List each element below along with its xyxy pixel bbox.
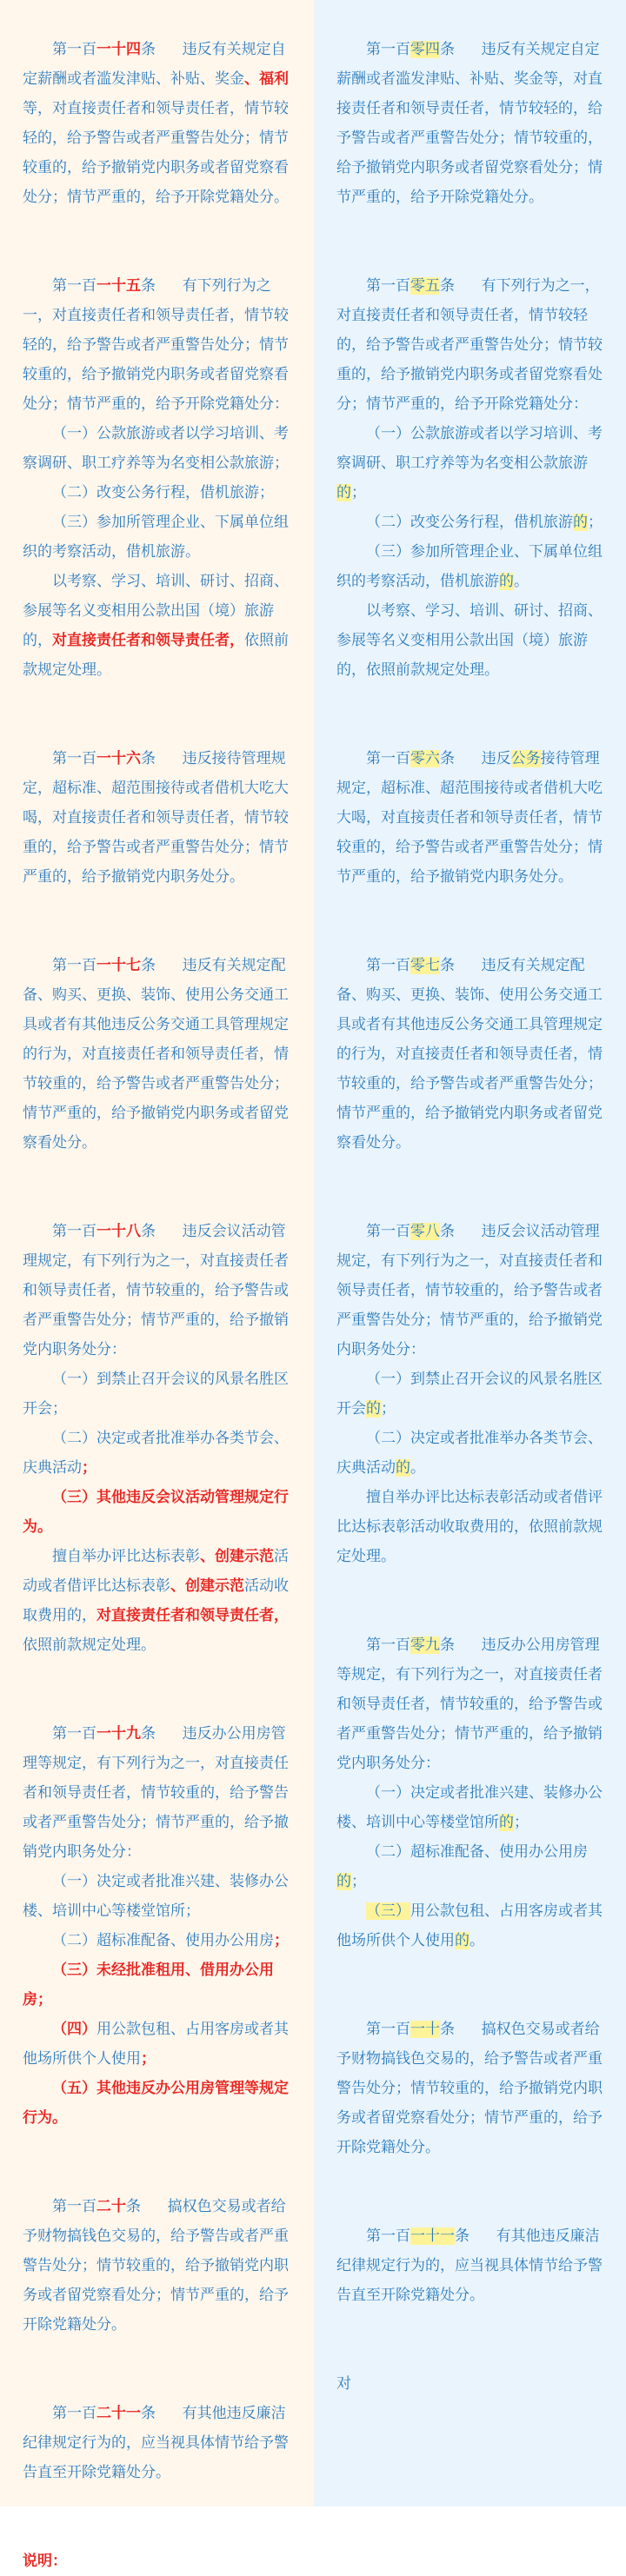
- article-number: 一十八: [97, 1223, 141, 1240]
- text-segment: （一）到禁止召开会议的风景名胜区开会；: [23, 1371, 289, 1417]
- article-number: 二十一: [97, 2405, 141, 2422]
- added-text-segment: 对直接责任者和领导责任者，: [52, 632, 244, 649]
- text-segment: （二）决定或者批准举办各类节会、庆典活动: [23, 1430, 289, 1477]
- article-paragraph: [23, 1926, 291, 1955]
- column-tail-text: 对: [336, 2375, 351, 2393]
- text-segment: 以考察、学习、培训、研讨、招商、参展等名义变相用公款出国（境）旅游的，依照前款规定处理。: [336, 602, 603, 679]
- article-number: 一十七: [97, 957, 141, 974]
- text-segment: （二）改变公务行程，借机旅游: [366, 514, 573, 531]
- article-paragraph: [23, 1542, 291, 1660]
- text-segment: ；: [351, 1873, 366, 1890]
- article-number: 一十: [410, 2021, 440, 2038]
- changed-text-segment: 的: [396, 1459, 410, 1477]
- article-title-suffix: 条: [440, 1637, 455, 1654]
- article-first-paragraph: [336, 1630, 603, 1778]
- article-title-prefix: 第一百: [366, 277, 410, 295]
- text-segment: 活动收取费用的，: [23, 1577, 289, 1624]
- article-first-paragraph: [23, 1719, 291, 1867]
- text-segment: 擅自举办评比达标表彰活动或者借评比达标表彰活动收取费用的，依照前款规定处理。: [336, 1489, 603, 1565]
- article-first-paragraph: [23, 2192, 291, 2340]
- text-segment: ；: [381, 1400, 396, 1417]
- text-segment: 违反办公用房管理等规定，有下列行为之一，对直接责任者和领导责任者，情节较重的，给予警告或者严重警告处分；情节严重的，给予撤销党内职务处分：: [23, 1725, 289, 1861]
- text-segment: ；: [514, 1814, 529, 1831]
- article-title-suffix: 条: [141, 41, 156, 58]
- article: [23, 1217, 291, 1660]
- article: [23, 951, 291, 1158]
- text-segment: 违反办公用房管理等规定，有下列行为之一，对直接责任者和领导责任者，情节较重的，给予警告或者严重警告处分；情节严重的，给予撤销党内职务处分：: [336, 1637, 603, 1772]
- article-title-prefix: 第一百: [52, 2405, 97, 2422]
- article-paragraph: [23, 1955, 291, 2015]
- article-title-suffix: 条: [440, 277, 455, 295]
- article-paragraph: [336, 419, 603, 508]
- article-paragraph: [23, 1867, 291, 1926]
- article: [23, 271, 291, 685]
- article-first-paragraph: [336, 2015, 603, 2162]
- article-first-paragraph: [336, 2221, 603, 2310]
- text-segment: （三）参加所管理企业、下属单位组织的考察活动，借机旅游。: [23, 514, 289, 561]
- article: [23, 2399, 291, 2487]
- text-segment: （二）超标准配备、使用办公用房: [52, 1932, 274, 1949]
- article: [336, 2221, 603, 2310]
- article-first-paragraph: [23, 1217, 291, 1364]
- text-segment: 搞权色交易或者给予财物搞钱色交易的，给予警告或者严重警告处分；情节较重的，给予撤销党内职务或者留党察看处分；情节严重的，给予开除党籍处分。: [23, 2198, 289, 2334]
- article-number: 一十一: [410, 2227, 455, 2245]
- text-segment: 用公款包租、占用客房或者其他场所供个人使用: [336, 1902, 603, 1949]
- article-number: 零四: [410, 41, 440, 58]
- article-paragraph: [336, 1837, 603, 1896]
- added-text-segment: ；: [141, 2050, 156, 2068]
- added-text-segment: ；: [82, 1459, 97, 1477]
- text-segment: 依照前款规定处理。: [23, 1637, 156, 1654]
- article-number: 一十九: [97, 1725, 141, 1743]
- article-first-paragraph: [23, 35, 291, 212]
- article-number: 一十五: [97, 277, 141, 295]
- text-segment: 依照前款规定处理。: [23, 632, 289, 679]
- article-paragraph: [336, 1364, 603, 1424]
- text-segment: （一）到禁止召开会议的风景名胜区开会: [336, 1371, 603, 1417]
- article-paragraph: [23, 2015, 291, 2074]
- added-text-segment: （四）: [52, 2021, 97, 2038]
- article-title-prefix: 第一百: [366, 1637, 410, 1654]
- article: [23, 2192, 291, 2340]
- article-title-prefix: 第一百: [52, 750, 97, 767]
- article-paragraph: [336, 596, 603, 685]
- article: [23, 35, 291, 212]
- added-text-segment: 、创建示范: [200, 1548, 274, 1565]
- article-number: 零九: [410, 1637, 440, 1654]
- text-segment: 违反会议活动管理规定，有下列行为之一，对直接责任者和领导责任者，情节较重的，给予警告或者严重警告处分；情节严重的，给予撤销党内职务处分：: [23, 1223, 289, 1358]
- article-title-suffix: 条: [141, 750, 156, 767]
- article-paragraph: [23, 1364, 291, 1424]
- article-first-paragraph: [23, 951, 291, 1158]
- changed-text-segment: 的: [499, 573, 514, 590]
- text-segment: ；: [588, 514, 603, 531]
- article-first-paragraph: [23, 271, 291, 419]
- text-segment: （一）公款旅游或者以学习培训、考察调研、职工疗养等为名变相公款旅游；: [23, 425, 289, 472]
- article: [336, 951, 603, 1158]
- article: [336, 1217, 603, 1571]
- added-text-segment: 、创建示范: [170, 1577, 244, 1595]
- text-segment: （二）改变公务行程，借机旅游；: [52, 484, 274, 501]
- right-column-original: [314, 0, 626, 2506]
- article: [336, 271, 603, 685]
- article-title-suffix: 条: [126, 2198, 141, 2215]
- changed-text-segment: 公务: [510, 750, 541, 767]
- article-title-prefix: 第一百: [366, 41, 410, 58]
- text-segment: （二）决定或者批准举办各类节会、庆典活动: [336, 1430, 603, 1477]
- article: [23, 744, 291, 892]
- text-segment: 有下列行为之一，对直接责任者和领导责任者，情节较轻的，给予警告或者严重警告处分；情节较重的，给予撤销党内职务或者留党察看处分；情节严重的，给予开除党籍处分：: [23, 277, 289, 413]
- text-segment: 擅自举办评比达标表彰: [52, 1548, 200, 1565]
- article-title-prefix: 第一百: [52, 1725, 97, 1743]
- article-first-paragraph: [336, 744, 603, 892]
- article-title-prefix: 第一百: [52, 1223, 97, 1240]
- text-segment: 违反有关规定配备、购买、更换、装饰、使用公务交通工具或者有其他违反公务交通工具管理规定的行为，对直接责任者和领导责任者，情节较重的，给予警告或者严重警告处分；情节严重的，给予撤销党内职务或者留党察看处分。: [23, 957, 289, 1152]
- text-segment: 违反: [481, 750, 511, 767]
- article-paragraph: [23, 508, 291, 567]
- article: [336, 744, 603, 892]
- article: [336, 1630, 603, 1955]
- article: [23, 1719, 291, 2133]
- article-title-suffix: 条: [141, 277, 156, 295]
- article-paragraph: [336, 1424, 603, 1483]
- changed-text-segment: 的: [499, 1814, 514, 1831]
- changed-text-segment: （三）: [366, 1902, 410, 1920]
- article-title-prefix: 第一百: [366, 957, 410, 974]
- changed-text-segment: 的: [366, 1400, 381, 1417]
- added-text-segment: ；: [274, 1932, 289, 1949]
- article-title-prefix: 第一百: [366, 2021, 410, 2038]
- text-segment: 违反会议活动管理规定，有下列行为之一，对直接责任者和领导责任者，情节较重的，给予警告或者严重警告处分；情节严重的，给予撤销党内职务处分：: [336, 1223, 603, 1358]
- added-text-segment: 对直接责任者和领导责任者，: [97, 1607, 289, 1624]
- article-title-prefix: 第一百: [366, 1223, 410, 1240]
- article-number: 零五: [410, 277, 440, 295]
- article-title-prefix: 第一百: [366, 2227, 410, 2245]
- text-segment: ；: [351, 484, 366, 501]
- article-title-suffix: 条: [141, 1223, 156, 1240]
- text-segment: 。: [514, 573, 529, 590]
- article-paragraph: [23, 1424, 291, 1483]
- changed-text-segment: 的: [455, 1932, 470, 1949]
- article-title-suffix: 条: [440, 1223, 455, 1240]
- article-title-suffix: 条: [141, 957, 156, 974]
- article-title-prefix: 第一百: [52, 2198, 97, 2215]
- article: [336, 35, 603, 212]
- text-segment: 搞权色交易或者给予财物搞钱色交易的，给予警告或者严重警告处分；情节较重的，给予撤销党内职务或者留党察看处分；情节严重的，给予开除党籍处分。: [336, 2021, 603, 2156]
- added-text-segment: （三）其他违反会议活动管理规定行为。: [23, 1489, 289, 1536]
- article: [336, 2015, 603, 2162]
- article-paragraph: [336, 1896, 603, 1955]
- article-paragraph: [23, 567, 291, 685]
- article-first-paragraph: [336, 951, 603, 1158]
- text-segment: （三）参加所管理企业、下属单位组织的考察活动，借机旅游: [336, 543, 603, 590]
- text-segment: （二）超标准配备、使用办公用房: [366, 1843, 588, 1861]
- text-segment: （一）决定或者批准兴建、装修办公楼、培训中心等楼堂馆所: [336, 1784, 603, 1831]
- article-paragraph: [23, 419, 291, 478]
- article-first-paragraph: [336, 271, 603, 419]
- text-segment: 有其他违反廉洁纪律规定行为的，应当视具体情节给予警告直至开除党籍处分。: [23, 2405, 289, 2481]
- article-paragraph: [23, 1483, 291, 1542]
- changed-text-segment: 的: [336, 1873, 351, 1890]
- article-title-prefix: 第一百: [366, 750, 410, 767]
- added-text-segment: （三）未经批准租用、借用办公用房；: [23, 1962, 274, 2008]
- article-first-paragraph: [336, 1217, 603, 1364]
- changed-text-segment: 的: [336, 484, 351, 501]
- article-title-suffix: 条: [440, 41, 455, 58]
- changed-text-segment: 的: [573, 514, 588, 531]
- article-title-suffix: 条: [440, 750, 455, 767]
- article-number: 二十: [97, 2198, 126, 2215]
- article-title-prefix: 第一百: [52, 957, 97, 974]
- article-number: 零八: [410, 1223, 440, 1240]
- article-title-prefix: 第一百: [52, 41, 97, 58]
- article-title-suffix: 条: [141, 2405, 156, 2422]
- article-first-paragraph: [23, 2399, 291, 2487]
- article-paragraph: [23, 478, 291, 508]
- article-first-paragraph: [23, 744, 291, 892]
- added-text-segment: （五）其他违反办公用房管理等规定行为。: [23, 2080, 289, 2127]
- article-title-suffix: 条: [440, 957, 455, 974]
- text-segment: 有其他违反廉洁纪律规定行为的，应当视具体情节给予警告直至开除党籍处分。: [336, 2227, 603, 2304]
- added-text-segment: 、福利: [244, 70, 289, 88]
- text-segment: 活动或者借评比达标表彰: [23, 1548, 289, 1595]
- text-segment: 以考察、学习、培训、研讨、招商、参展等名义变相用公款出国（境）旅游的，: [23, 573, 289, 649]
- text-segment: 用公款包租、占用客房或者其他场所供个人使用: [23, 2021, 289, 2068]
- article-paragraph: [336, 508, 603, 537]
- text-segment: 违反有关规定配备、购买、更换、装饰、使用公务交通工具或者有其他违反公务交通工具管理规定的行为，对直接责任者和领导责任者，情节较重的，给予警告或者严重警告处分；情节严重的，给予撤销党内职务或者留党察看处分。: [336, 957, 603, 1152]
- article-number: 一十六: [97, 750, 141, 767]
- text-segment: （一）公款旅游或者以学习培训、考察调研、职工疗养等为名变相公款旅游: [336, 425, 603, 472]
- article-title-suffix: 条: [141, 1725, 156, 1743]
- text-segment: 。: [470, 1932, 484, 1949]
- article-first-paragraph: [336, 35, 603, 212]
- text-segment: 等，对直接责任者和领导责任者，情节较轻的，给予警告或者严重警告处分；情节较重的，给予撤销党内职务或者留党察看处分；情节严重的，给予开除党籍处分。: [23, 100, 289, 206]
- article-title-suffix: 条: [440, 2021, 455, 2038]
- text-segment: 有下列行为之一，对直接责任者和领导责任者，情节较轻的，给予警告或者严重警告处分；情节较重的，给予撤销党内职务或者留党察看处分；情节严重的，给予开除党籍处分：: [336, 277, 603, 413]
- text-segment: 。: [410, 1459, 425, 1477]
- article-paragraph: [336, 1483, 603, 1571]
- text-segment: 接待管理规定，超标准、超范围接待或者借机大吃大喝，对直接责任者和领导责任者，情节较重的，给予警告或者严重警告处分；情节严重的，给予撤销党内职务处分。: [336, 750, 603, 886]
- text-segment: 违反有关规定自定薪酬或者滥发津贴、补贴、奖金等，对直接责任者和领导责任者，情节较轻的，给予警告或者严重警告处分；情节较重的，给予撤销党内职务或者留党察看处分；情节严重的，给予开除党籍处分。: [336, 41, 603, 206]
- article-title-suffix: 条: [455, 2227, 470, 2245]
- article-paragraph: [336, 1778, 603, 1837]
- article-number: 零六: [410, 750, 440, 767]
- article-number: 一十四: [97, 41, 141, 58]
- text-segment: （一）决定或者批准兴建、装修办公楼、培训中心等楼堂馆所；: [23, 1873, 289, 1920]
- article-title-prefix: 第一百: [52, 277, 97, 295]
- column-tail-text: 说明：: [23, 2553, 67, 2570]
- text-segment: 违反有关规定自定薪酬或者滥发津贴、补贴、奖金: [23, 41, 286, 88]
- article-number: 零七: [410, 957, 440, 974]
- article-paragraph: [336, 537, 603, 596]
- text-segment: 违反接待管理规定，超标准、超范围接待或者借机大吃大喝，对直接责任者和领导责任者，情节较重的，给予警告或者严重警告处分；情节严重的，给予撤销党内职务处分。: [23, 750, 289, 886]
- article-paragraph: [23, 2074, 291, 2133]
